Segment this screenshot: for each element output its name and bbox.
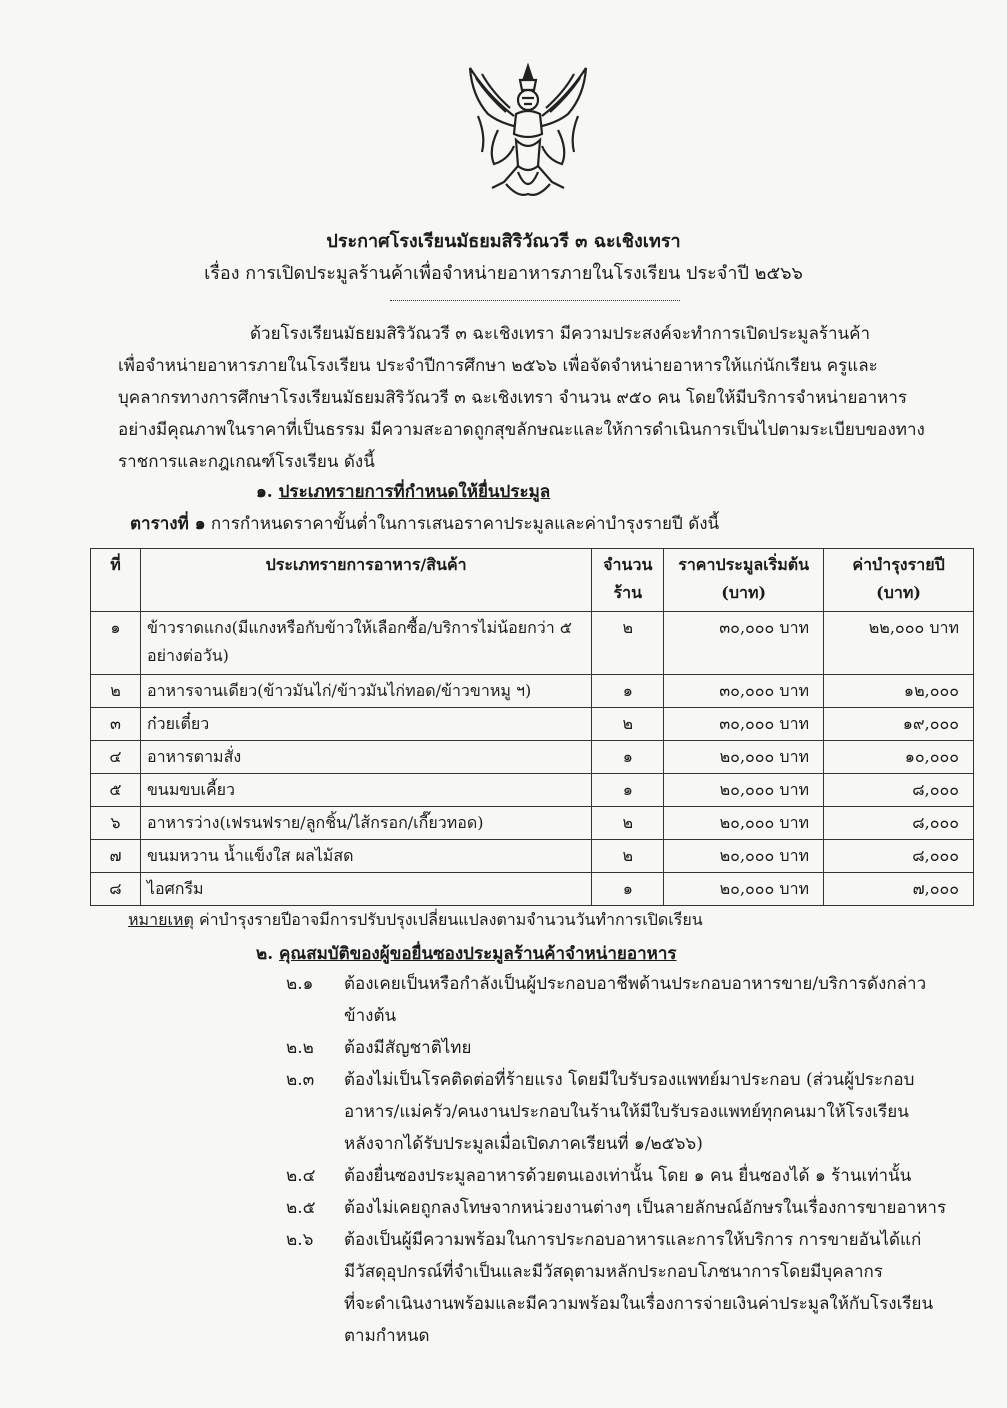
qualification-number: ๒.๖	[286, 1230, 314, 1250]
header-start-price: ราคาประมูลเริ่มต้น (บาท)	[664, 549, 824, 612]
cell-item: ขนมหวาน น้ำแข็งใส ผลไม้สด	[140, 840, 591, 873]
cell-annual-fee: ๘,๐๐๐	[824, 774, 974, 807]
intro-line: บุคลากรทางการศึกษาโรงเรียนมัธยมสิริวัณวรี ๓ ฉะเชิงเทรา จำนวน ๙๕๐ คน โดยให้มีบริการจำหน่ายอาหาร	[118, 388, 908, 408]
qualification-item	[286, 1160, 976, 1192]
section-2-heading	[256, 940, 677, 967]
qualification-item	[286, 1192, 976, 1224]
cell-start-price: ๒๐,๐๐๐ บาท	[664, 774, 824, 807]
section-1-heading	[256, 478, 550, 505]
cell-item: อาหารจานเดียว(ข้าวมันไก่/ข้าวมันไก่ทอด/ข้าวขาหมู ฯ)	[140, 675, 591, 708]
cell-start-price: ๒๐,๐๐๐ บาท	[664, 741, 824, 774]
cell-start-price: ๒๐,๐๐๐ บาท	[664, 873, 824, 906]
cell-item: ข้าวราดแกง(มีแกงหรือกับข้าวให้เลือกซื้อ/บริการไม่น้อยกว่า ๕ อย่างต่อวัน)	[140, 612, 591, 675]
qualification-item	[286, 1032, 976, 1064]
qualification-line: ต้องยื่นซองประมูลอาหารด้วยตนเองเท่านั้น โดย ๑ คน ยื่นซองได้ ๑ ร้านเท่านั้น	[344, 1166, 912, 1186]
cell-no: ๒	[91, 675, 141, 708]
section-2-title: คุณสมบัติของผู้ขอยื่นซองประมูลร้านค้าจำหน่ายอาหาร	[279, 944, 677, 964]
qualification-line: ต้องมีสัญชาติไทย	[344, 1038, 472, 1058]
intro-paragraph	[118, 318, 953, 478]
note-text: ค่าบำรุงรายปีอาจมีการปรับปรุงเปลี่ยนแปลงตามจำนวนวันทำการเปิดเรียน	[198, 910, 703, 929]
cell-count: ๒	[592, 807, 664, 840]
table-row	[91, 708, 974, 741]
cell-count: ๒	[592, 612, 664, 675]
qualification-number: ๒.๓	[286, 1070, 315, 1090]
header-annual-fee: ค่าบำรุงรายปี (บาท)	[824, 549, 974, 612]
cell-no: ๑	[91, 612, 141, 675]
cell-no: ๔	[91, 741, 141, 774]
cell-annual-fee: ๘,๐๐๐	[824, 840, 974, 873]
table-label: ตารางที่ ๑	[130, 514, 206, 534]
intro-line: เพื่อจำหน่ายอาหารภายในโรงเรียน ประจำปีการศึกษา ๒๕๖๖ เพื่อจัดจำหน่ายอาหารให้แก่นักเรียน ครูและ	[118, 356, 878, 376]
cell-no: ๗	[91, 840, 141, 873]
cell-no: ๖	[91, 807, 141, 840]
cell-item: อาหารว่าง(เฟรนฟราย/ลูกชิ้น/ไส้กรอก/เกี๊ยวทอด)	[140, 807, 591, 840]
cell-start-price: ๓๐,๐๐๐ บาท	[664, 675, 824, 708]
table-note	[128, 908, 703, 933]
table-row	[91, 807, 974, 840]
cell-start-price: ๒๐,๐๐๐ บาท	[664, 807, 824, 840]
cell-annual-fee: ๑๒,๐๐๐	[824, 675, 974, 708]
header-count: จำนวน ร้าน	[592, 549, 664, 612]
intro-line: ราชการและกฎเกณฑ์โรงเรียน ดังนี้	[118, 452, 375, 472]
table-row	[91, 675, 974, 708]
qualification-line: ข้างต้น	[344, 1006, 397, 1026]
announcement-title: ประกาศโรงเรียนมัธยมสิริวัณวรี ๓ ฉะเชิงเทรา	[326, 231, 681, 252]
qualification-number: ๒.๒	[286, 1038, 314, 1058]
qualification-line: ต้องไม่เคยถูกลงโทษจากหน่วยงานต่างๆ เป็นลายลักษณ์อักษรในเรื่องการขายอาหาร	[344, 1198, 947, 1218]
table-caption-text: การกำหนดราคาขั้นต่ำในการเสนอราคาประมูลและค่าบำรุงรายปี ดังนี้	[210, 514, 720, 534]
cell-item: ไอศกรีม	[140, 873, 591, 906]
price-table	[90, 548, 974, 906]
section-1-number: ๑.	[256, 482, 273, 502]
qualification-line: ต้องไม่เป็นโรคติดต่อที่ร้ายแรง โดยมีใบรับรองแพทย์มาประกอบ (ส่วนผู้ประกอบ	[344, 1070, 915, 1090]
qualification-number: ๒.๔	[286, 1166, 316, 1186]
dotted-divider	[390, 300, 680, 301]
qualification-line: มีวัสดุอุปกรณ์ที่จำเป็นและมีวัสดุตามหลักประกอบโภชนาการโดยมีบุคลากร	[344, 1262, 883, 1282]
cell-start-price: ๒๐,๐๐๐ บาท	[664, 840, 824, 873]
qualification-line: ต้องเคยเป็นหรือกำลังเป็นผู้ประกอบอาชีพด้านประกอบอาหารขาย/บริการดังกล่าว	[344, 974, 927, 994]
section-1-title: ประเภทรายการที่กำหนดให้ยื่นประมูล	[278, 482, 551, 502]
announcement-subject: เรื่อง การเปิดประมูลร้านค้าเพื่อจำหน่ายอาหารภายในโรงเรียน ประจำปี ๒๕๖๖	[204, 263, 803, 284]
garuda-emblem-icon	[458, 56, 598, 206]
cell-annual-fee: ๒๒,๐๐๐ บาท	[824, 612, 974, 675]
table-row	[91, 873, 974, 906]
qualification-number: ๒.๕	[286, 1198, 316, 1218]
cell-annual-fee: ๗,๐๐๐	[824, 873, 974, 906]
qualification-line: ต้องเป็นผู้มีความพร้อมในการประกอบอาหารและการให้บริการ การขายอันได้แก่	[344, 1230, 922, 1250]
cell-count: ๒	[592, 840, 664, 873]
qualification-item	[286, 1224, 976, 1352]
section-2-number: ๒.	[256, 944, 274, 964]
cell-no: ๘	[91, 873, 141, 906]
qualification-number: ๒.๑	[286, 974, 314, 994]
qualification-line: หลังจากได้รับประมูลเมื่อเปิดภาคเรียนที่ ๑/๒๕๖๖)	[344, 1134, 703, 1154]
qualification-item	[286, 968, 976, 1032]
table-header-row	[91, 549, 974, 612]
qualification-line: ตามกำหนด	[344, 1326, 430, 1346]
cell-count: ๑	[592, 774, 664, 807]
cell-count: ๑	[592, 675, 664, 708]
table-row	[91, 741, 974, 774]
table-row	[91, 774, 974, 807]
cell-item: ก๋วยเตี๋ยว	[140, 708, 591, 741]
cell-count: ๑	[592, 873, 664, 906]
cell-item: อาหารตามสั่ง	[140, 741, 591, 774]
header-item: ประเภทรายการอาหาร/สินค้า	[140, 549, 591, 612]
note-label: หมายเหตุ	[128, 910, 194, 929]
intro-line: อย่างมีคุณภาพในราคาที่เป็นธรรม มีความสะอาดถูกสุขลักษณะและให้การดำเนินการเป็นไปตามระเบียบของทาง	[118, 420, 925, 440]
table-row	[91, 840, 974, 873]
cell-start-price: ๓๐,๐๐๐ บาท	[664, 612, 824, 675]
cell-start-price: ๓๐,๐๐๐ บาท	[664, 708, 824, 741]
intro-line: ด้วยโรงเรียนมัธยมสิริวัณวรี ๓ ฉะเชิงเทรา มีความประสงค์จะทำการเปิดประมูลร้านค้า	[250, 324, 871, 344]
cell-annual-fee: ๑๐,๐๐๐	[824, 741, 974, 774]
cell-annual-fee: ๑๙,๐๐๐	[824, 708, 974, 741]
qualification-line: อาหาร/แม่ครัว/คนงานประกอบในร้านให้มีใบรับรองแพทย์ทุกคนมาให้โรงเรียน	[344, 1102, 909, 1122]
cell-count: ๒	[592, 708, 664, 741]
header-no: ที่	[91, 549, 141, 612]
cell-no: ๓	[91, 708, 141, 741]
cell-count: ๑	[592, 741, 664, 774]
cell-item: ขนมขบเคี้ยว	[140, 774, 591, 807]
qualification-item	[286, 1064, 976, 1160]
qualification-line: ที่จะดำเนินงานพร้อมและมีความพร้อมในเรื่องการจ่ายเงินค่าประมูลให้กับโรงเรียน	[344, 1294, 934, 1314]
table-caption	[130, 510, 719, 537]
table-row	[91, 612, 974, 675]
cell-annual-fee: ๘,๐๐๐	[824, 807, 974, 840]
cell-no: ๕	[91, 774, 141, 807]
